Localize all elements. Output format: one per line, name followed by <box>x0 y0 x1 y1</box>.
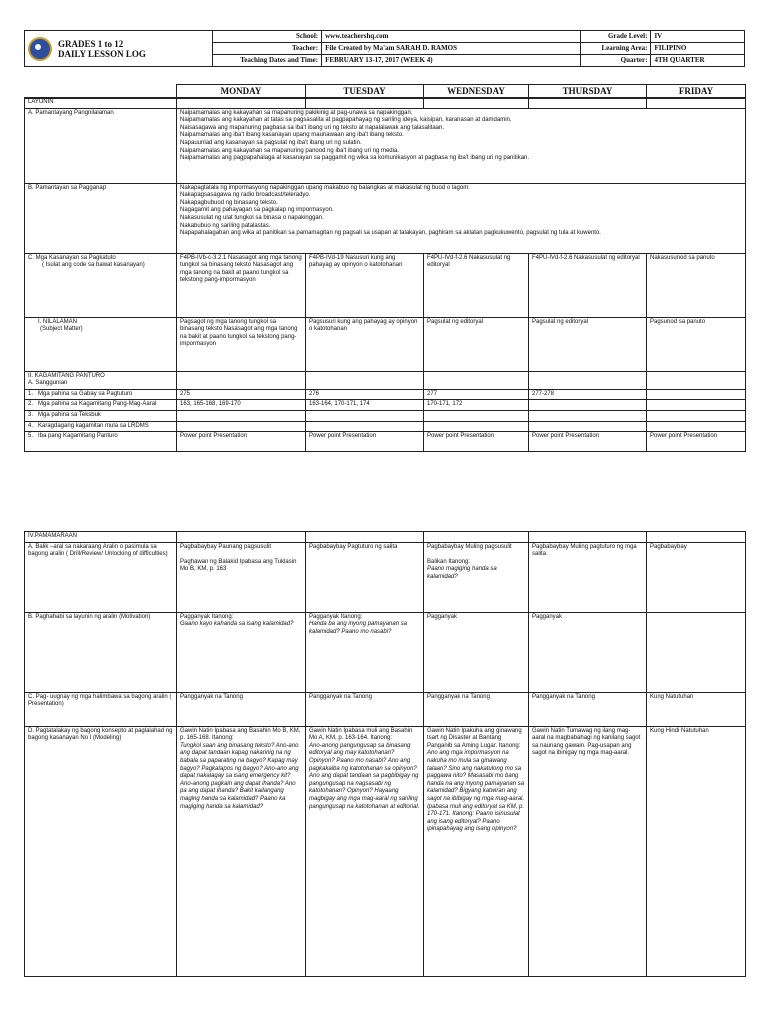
proc-d-wed <box>424 726 529 976</box>
section-b-label: B. Pamantayan sa Pagganap <box>25 183 177 253</box>
quarter-value: 4TH QUARTER <box>651 55 745 67</box>
proc-d-mon <box>177 726 306 976</box>
proc-a-label: A. Balik –aral sa nakaraang Aralin o pasimula sa bagong aralin ( Drill/Review/ Unlocking of difficulties) <box>25 542 177 612</box>
objectives-table <box>24 97 746 452</box>
proc-d-label: D. Pagtatalakay ng bagong konsepto at paglalahad ng bagong kasanayan No I (Modeling) <box>25 726 177 976</box>
grade-label: Grade Level: <box>580 31 651 43</box>
pamamaraan-label: IV.PAMAMARAAN <box>25 532 177 543</box>
section-a-label: A. Pamantayang Pangnilalaman <box>25 108 177 183</box>
grade-value: IV <box>651 31 745 43</box>
proc-b-tue <box>306 612 424 692</box>
proc-c-mon: Pangganyak na Tanong <box>177 692 306 726</box>
day-tuesday: TUESDAY <box>306 85 424 99</box>
proc-b-tue-text: Pagganyak Itanong: <box>309 613 363 620</box>
r1-thu: 277-278 <box>529 389 647 400</box>
kagamitan-title: II. KAGAMITANG PANTURO <box>28 372 105 379</box>
r1-label <box>25 389 177 400</box>
proc-d-tue-text: Gawin Natin Ipabasa muli ang Basahin Mo A, KM, p. 163-164. Itanong: <box>309 727 413 742</box>
sanggunian-label: A. Sanggunian <box>28 380 68 387</box>
proc-b-mon-text: Pagganyak Itanong: <box>180 613 234 620</box>
brand-line-2: DAILY LESSON LOG <box>57 48 146 59</box>
proc-a-tue: Pagbabaybay Pagtuturo ng salita <box>306 542 424 612</box>
r5-thu: Power point Presentation <box>529 432 647 452</box>
dates-value: FEBRUARY 13-17, 2017 (WEEK 4) <box>322 55 581 67</box>
proc-d-wed-text: Gawin Natin Ipakuha ang ginawang tsart ng Disaster at Bantang Panganib sa Aming Lugar. Itanong: <box>427 727 522 749</box>
quarter-label: Quarter: <box>580 55 651 67</box>
dates-label: Teaching Dates and Time: <box>213 55 322 67</box>
r3-text: Mga pahina sa Teksbuk <box>38 411 101 418</box>
section-b-line: Nakapagbubuod ng binasang teksto. <box>180 199 278 206</box>
r4-label <box>25 421 177 432</box>
section-b-line: Nagagamit ang pahayagan sa pagkalap ng impormasyon. <box>180 207 334 214</box>
r2-thu <box>529 400 647 411</box>
proc-a-thu: Pagbabaybay Muling pagtuturo ng mga salita. <box>529 542 647 612</box>
r2-text: Mga pahina sa Kagamitang Pang-Mag-Aaral <box>38 401 157 408</box>
r5-label <box>25 432 177 452</box>
nilalaman-thu: Pagsulat ng editoryal <box>529 317 647 371</box>
r1-fri <box>647 389 746 400</box>
nilalaman-mon: Pagsagot ng mga tanong tungkol sa binasang teksto Nasasagot ang mga tanong na bakit at paano tungkol sa tekstong pang-impormasyon <box>177 317 306 371</box>
nilalaman-wed: Pagsulat ng editoryal <box>424 317 529 371</box>
section-a-line: Naipamamalas ang pagpapahalaga at kasanayan sa paggamit ng wika sa komunikasyon at pagbasa ng iba't ibang uri ng panitikan. <box>180 155 530 162</box>
r1-mon: 275 <box>177 389 306 400</box>
section-a-line: Naipamamalas ang kakayahan sa mapanuring pakikinig at pag-unawa sa napakinggan. <box>180 109 413 116</box>
r2-wed: 170-171, 172 <box>424 400 529 411</box>
day-wednesday: WEDNESDAY <box>424 85 529 99</box>
area-value: FILIPINO <box>651 43 745 55</box>
procedure-table <box>24 531 746 977</box>
section-c-tue: F4PB-IVd-19 Nasusuri kung ang pahayag ay opinyon o katotohanan <box>306 253 424 317</box>
section-a-content <box>177 108 746 183</box>
school-value: www.teachershq.com <box>322 31 581 43</box>
proc-b-wed: Pagganyak <box>424 612 529 692</box>
proc-d-mon-questions: Tungkol saan ang binasang teksto? Ano-ano ang dapat tandaan kapag nakarinig na ng babala sa paparating na bagyo? Kapag may bagyo? Pagkatapos ng bagyo? Ano-ano ang dapat nakalagay sa isang emergency kit? Ano-anong pagkain ang dapat ihanda? Ano pa ang dapat ihanda? Bakit kailangang maging handa sa kalamidad? Paano ka magiging handa sa kalamidad? <box>180 742 299 810</box>
r2-fri <box>647 400 746 411</box>
section-b-line: Nakapagtatala ng impormasyong napakinggan upang makabuo ng balangkas at makasulat ng buod o lagom. <box>180 184 470 191</box>
section-b-line: Nakabubuo ng sariling patalastas. <box>180 222 271 229</box>
proc-a-fri: Pagbabaybay <box>647 542 746 612</box>
proc-a-wed <box>424 542 529 612</box>
proc-d-tue <box>306 726 424 976</box>
r2-mon: 163, 165-168, 169-170 <box>177 400 306 411</box>
r2-label <box>25 400 177 411</box>
proc-c-fri: Kung Natutuhan <box>647 692 746 726</box>
deped-seal-icon <box>28 37 52 61</box>
proc-d-fri: Kung Hindi Natutuhan <box>647 726 746 976</box>
proc-c-thu: Pangganyak na Tanong <box>529 692 647 726</box>
section-b-line: Napapahalagahan ang wika at panitikan sa pamamagitan ng pagsali sa usapan at talakayan, paghiram sa aklatan pagkukuwento, pagsulat ng tula at kuwento. <box>180 230 601 237</box>
section-a-line: Naisasagawa ang mapanuring pagbasa sa iba't ibang uri ng teksto at napalalawak ang talasalitaan. <box>180 124 444 131</box>
nilalaman-tue: Pagsusuri kung ang pahayag ay opinyon o katotohanan <box>306 317 424 371</box>
r4-num: 4. <box>28 422 34 429</box>
brand-cell <box>25 31 213 67</box>
r2-tue: 163-164, 170-171, 174 <box>306 400 424 411</box>
section-a-line: Naipamamalas ang kakayahan at tatas sa pagsasalita at pagpapahayag ng sariling ideya, kaisipan, karanasan at damdamin. <box>180 117 512 124</box>
section-c-mon: F4PB-IVb-c-3.2.1 Nasasagot ang mga tanong tungkol sa binasang teksto Nasasagot ang mga tanong na bakit at paano tungkol sa tekstong pang-impormasyon <box>177 253 306 317</box>
proc-b-mon-question: Gaano kayo kahanda sa isang kalamidad? <box>180 621 294 628</box>
day-thursday: THURSDAY <box>529 85 647 99</box>
proc-d-mon-text: Gawin Natin Ipabasa ang Basahin Mo B, KM, p. 165-168. Itanong: <box>180 727 301 742</box>
r5-text: Iba pang Kagamitang Panturo <box>38 433 118 440</box>
section-b-content <box>177 183 746 253</box>
header-table <box>24 30 745 67</box>
r3-label <box>25 410 177 421</box>
section-b-line: Nakapagsasagawa ng radio broadcast/teleradyo. <box>180 192 311 199</box>
r5-wed: Power point Presentation <box>424 432 529 452</box>
proc-d-thu: Gawin Natin Tumawag ng ilang mag-aaral na magbabahagi ng kanilang sagot sa naunang gawain. Pag-usapan ang sagot na ibinigay ng mga mag-aaral. <box>529 726 647 976</box>
proc-c-tue: Pangganyak na Tanong <box>306 692 424 726</box>
nilalaman-sub: (Subject Matter) <box>40 326 83 333</box>
nilalaman-title: I. NILALAMAN <box>38 318 78 325</box>
teacher-value: File Created by Ma'am SARAH D. RAMOS <box>322 43 581 55</box>
proc-c-label: C. Pag- uugnay ng mga halimbawa sa bagong aralin ( Presentation) <box>25 692 177 726</box>
proc-a-wed-question: Paano magiging handa sa kalamidad? <box>427 566 497 580</box>
r4-text: Karagdagang kagamitan mula sa LRDMS <box>38 422 149 429</box>
brand-line-1: GRADES 1 to 12 <box>57 38 124 49</box>
area-label: Learning Area: <box>580 43 651 55</box>
proc-a-wed-text: Pagbabaybay Muling pagsusulit Balikan Itanong: <box>427 543 512 565</box>
r5-tue: Power point Presentation <box>306 432 424 452</box>
school-label: School: <box>213 31 322 43</box>
section-a-line: Naipamamalas ang iba't ibang kasanayan upang maunawaan ang iba't ibang teksto. <box>180 132 404 139</box>
r3-num: 3. <box>28 411 34 418</box>
day-monday: MONDAY <box>177 85 306 99</box>
r5-mon: Power point Presentation <box>177 432 306 452</box>
nilalaman-label <box>25 317 177 371</box>
kagamitan-label <box>25 371 177 389</box>
section-c-title: C. Mga Kasanayan sa Pagkatuto <box>28 254 116 261</box>
r2-num: 2. <box>28 401 34 408</box>
section-c-wed: F4PU-IVd-f-2.6 Nakasusulat ng editoryal <box>424 253 529 317</box>
r1-tue: 276 <box>306 389 424 400</box>
r1-wed: 277 <box>424 389 529 400</box>
proc-a-mon: Pagbabaybay Paunang pagsusulit Paghawan ng Balakid Ipabasa ang Tuklasin Mo B, KM, p. 163 <box>177 542 306 612</box>
section-c-fri: Nakasusunod sa panuto <box>647 253 746 317</box>
r5-num: 5. <box>28 433 34 440</box>
day-friday: FRIDAY <box>647 85 746 99</box>
nilalaman-fri: Pagsunod sa panuto <box>647 317 746 371</box>
proc-c-wed: Pangganyak na Tanong <box>424 692 529 726</box>
section-a-line: Napauunlad ang kasanayan sa pagsulat ng iba't ibang uri ng sulatin. <box>180 139 362 146</box>
section-c-label <box>25 253 177 317</box>
teacher-label: Teacher: <box>213 43 322 55</box>
proc-b-label: B. Paghahabi sa layunin ng aralin (Motivation) <box>25 612 177 692</box>
section-c-thu: F4PU-IVd-f-2.6 Nakasusulat ng editoryal <box>529 253 647 317</box>
r1-text: Mga pahina sa Gabay sa Pagtuturo <box>38 390 133 397</box>
proc-b-tue-question: Handa ba ang inyong pamayanan sa kalamidad? Paano mo nasabi? <box>309 621 408 635</box>
layunin-label: LAYUNIN <box>25 98 177 109</box>
proc-b-thu: Pagganyak <box>529 612 647 692</box>
r5-fri: Power point Presentation <box>647 432 746 452</box>
proc-b-mon <box>177 612 306 692</box>
proc-d-tue-questions: Ano-anong pangungusap sa binasang editoryal ang may katotohanan? Opinyon? Paano mo nasabi? Ano ang pagkakaiba ng katotohanan sa opinyon? Ano ang dapat tandaan sa pagbibigay ng pangungusap na nagsasabi ng katotohanan? Opinyon? Hayaang magbigay ang mga mag-aaral ng sariling pangungusap na katotohanan at editorial. <box>309 742 420 810</box>
section-c-sub: ( Isulat ang code sa bawat kasanayan) <box>42 262 145 269</box>
brand-title <box>58 39 146 59</box>
section-a-line: Naipamamalas ang kakayahan sa mapanuring panood ng iba't ibang uri ng media. <box>180 147 399 154</box>
section-b-line: Nakasusulat ng ulat tungkol sa binasa o napakinggan. <box>180 214 324 221</box>
proc-d-wed-questions: Ano ang mga impormasyon na nakuha mo mula sa ginawang talaan? Sino ang nakatulong mo sa paggawa nito? Masasabi mo bang handa na ang inyong pamayanan sa kalamidad? Bigyang katwiran ang sagot na ibibigay ng mga mag-aaral. Ipabasa muli ang editoryal sa KM, p. 170-171. Itanong: Paano isinusulat ang isang editoryal? Paano ipinapahayag ang isang opinyon? <box>427 750 525 833</box>
r1-num: 1. <box>28 390 34 397</box>
